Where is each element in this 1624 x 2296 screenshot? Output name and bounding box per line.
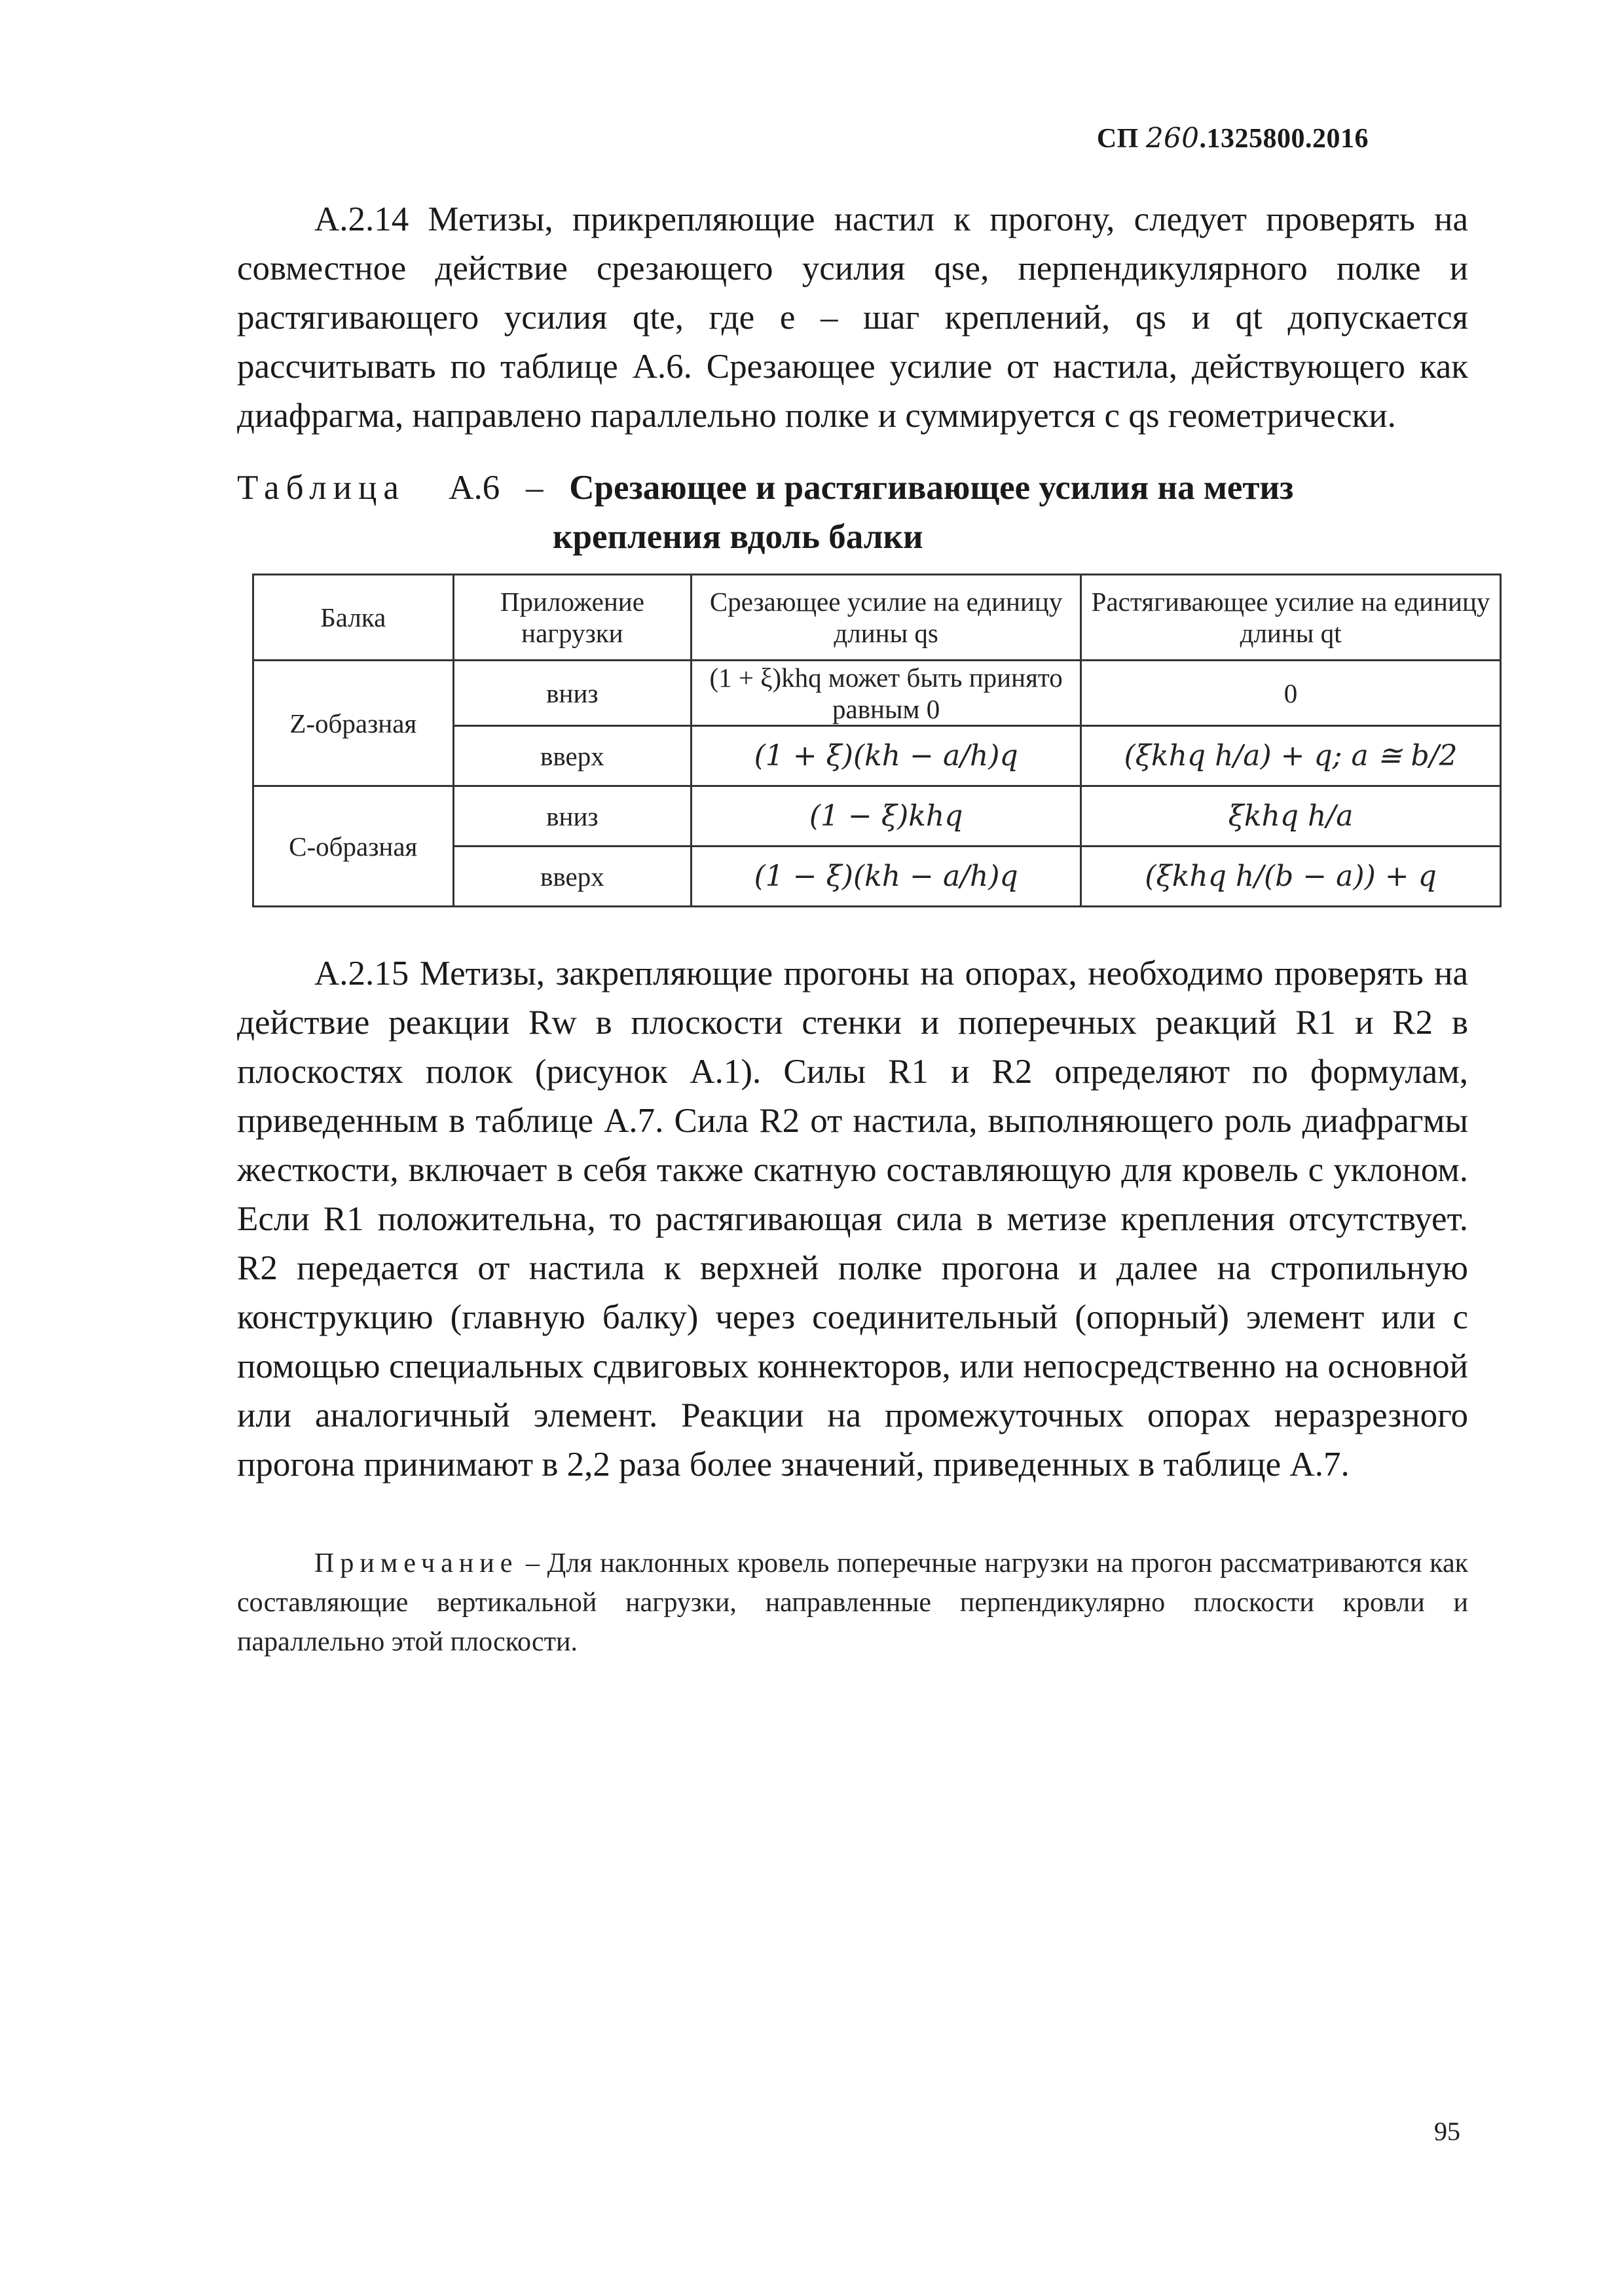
cell-tension: ξkhq h/a	[1081, 786, 1501, 847]
cell-beam-c: С-образная	[253, 786, 454, 907]
cell-load: вверх	[453, 726, 692, 786]
page-number: 95	[1434, 2117, 1460, 2146]
cell-load: вниз	[453, 786, 692, 847]
note-text: – Для наклонных кровель поперечные нагрузки на прогон рассматриваются как составляющие вертикальной нагрузки, направленные перпендикулярно плоскости кровли и параллельно этой плоскости.	[237, 1548, 1468, 1657]
table-caption	[237, 464, 1468, 562]
paragraph-a-2-14: А.2.14 Метизы, прикрепляющие настил к прогону, следует проверять на совместное действие срезающего усилия qse, перпендикулярного полке и растягивающего усилия qte, где e – шаг креплений, qs и qt допускается рассчитывать по таблице А.6. Срезающее усилие от настила, действующего как диафрагма, направлено параллельно полке и суммируется с qs геометрически.	[237, 200, 1468, 435]
header-tension: Растягивающее усилие на единицу длины qt	[1081, 575, 1501, 661]
cell-load: вверх	[453, 847, 692, 907]
cell-tension: (ξkhq h/(b − a)) + q	[1081, 847, 1501, 907]
table-caption-title-line2: крепления вдоль балки	[553, 518, 923, 556]
table-caption-title-line1: Срезающее и растягивающее усилия на метиз	[569, 469, 1294, 507]
document-code-handwritten: 260	[1145, 122, 1200, 154]
table-row	[253, 786, 1501, 847]
cell-shear: (1 + ξ)khq может быть принято равным 0	[692, 661, 1081, 726]
table-caption-dash: –	[525, 469, 544, 507]
cell-shear: (1 + ξ)(kh − a/h)q	[692, 726, 1081, 786]
table-row	[253, 661, 1501, 726]
header-beam: Балка	[253, 575, 454, 661]
cell-beam-z: Z-образная	[253, 661, 454, 786]
cell-shear: (1 − ξ)(kh − a/h)q	[692, 847, 1081, 907]
document-code-suffix: .1325800.2016	[1199, 124, 1369, 154]
cell-shear: (1 − ξ)khq	[692, 786, 1081, 847]
table-caption-label: Таблица	[237, 469, 405, 507]
note-label: Примечание	[314, 1548, 519, 1578]
header-shear: Срезающее усилие на единицу длины qs	[692, 575, 1081, 661]
document-code-prefix: СП	[1096, 124, 1146, 154]
cell-load: вниз	[453, 661, 692, 726]
header-load: Приложение нагрузки	[453, 575, 692, 661]
table-caption-number: А.6	[449, 469, 500, 507]
cell-tension: (ξkhq h/a) + q; a ≅ b/2	[1081, 726, 1501, 786]
note	[237, 1544, 1468, 1662]
table-header-row	[253, 575, 1501, 661]
cell-tension: 0	[1081, 661, 1501, 726]
paragraph-a-2-15: А.2.15 Метизы, закрепляющие прогоны на опорах, необходимо проверять на действие реакции Rw в плоскости стенки и поперечных реакций R1 и R2 в плоскостях полок (рисунок А.1). Силы R1 и R2 определяют по формулам, приведенным в таблице А.7. Сила R2 от настила, выполняющего роль диафрагмы жесткости, включает в себя также скатную составляющую для кровель с уклоном. Если R1 положительна, то растягивающая сила в метизе крепления отсутствует. R2 передается от настила к верхней полке прогона и далее на стропильную конструкцию (главную балку) через соединительный (опорный) элемент или с помощью специальных сдвиговых коннекторов, или непосредственно на основной или аналогичный элемент. Реакции на промежуточных опорах неразрезного прогона принимают в 2,2 раза более значений, приведенных в таблице А.7.	[237, 955, 1468, 1484]
force-table	[252, 574, 1502, 907]
document-code	[1097, 122, 1369, 155]
